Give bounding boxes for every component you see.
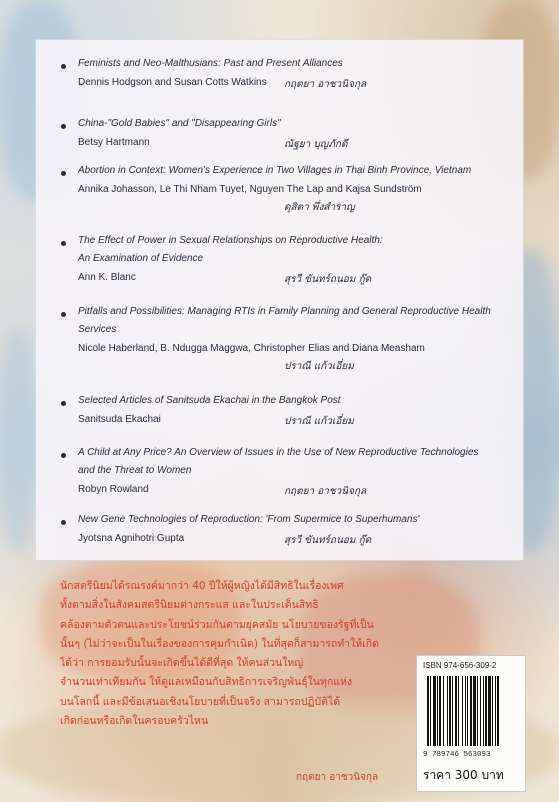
article-translator: กฤตยา อาชวนิจกุล [284,79,367,90]
article-translator: ปราณี แก้วเอี่ยม [284,416,354,427]
article-translator: กฤตยา อาชวนิจกุล [284,486,367,497]
article-authors: Dennis Hodgson and Susan Cotts Watkins [78,77,267,88]
article-authors: Betsy Hartmann [78,137,150,148]
thai-description [60,577,400,731]
bullet-icon [61,64,66,69]
description-signer: กฤตยา อาชวนิจกุล [296,772,379,783]
thai-description-line: ทั้งตามสิ่งในสังคมสตรีนิยมต่างกระแส และในประเด็นสิทธิ [60,599,319,612]
barcode-bar [458,676,459,746]
barcode-image [425,676,517,748]
thai-description-line: ได้ว่า การยอมรับนั้นจะเกิดขึ้นได้ดีที่สุด ให้คนส่วนใหญ่ [60,657,304,670]
bullet-icon [61,312,66,317]
barcode-bar [495,676,496,746]
article-authors: Jyotsna Agnihotri Gupta [78,533,185,544]
article-title [78,511,511,529]
barcode-bar [437,676,438,746]
bullet-icon [61,241,66,246]
article-title-line: China-"Gold Babies" and "Disappearing Girls" [78,118,281,129]
barcode-bar [480,676,481,746]
barcode-bar [443,676,444,746]
article-translator: สุรวี ขันทร์ถนอม กู๊ด [284,535,372,546]
isbn-barcode-box [416,655,526,792]
thai-description-line: จำนวนเท่าเทียมกัน ให้ดูแลเหมือนกับสิทธิการเจริญพันธุ์ในทุกแห่ง [60,676,353,689]
watercolor-wash [0,330,36,550]
barcode-bar [465,676,466,746]
thai-description-line: นั้นๆ (ไม่ว่าจะเป็นในเรื่องของการคุมกำเนิด) ในที่สุดก็สามารถทำให้เกิด [60,637,379,650]
bullet-icon [61,453,66,458]
barcode-number: 9 789746 563093 [423,751,491,759]
barcode-bar [447,676,448,746]
article-title [78,392,511,410]
article-title [78,303,511,339]
bullet-icon [61,520,66,525]
barcode-bar [492,676,493,746]
barcode-bar [470,676,472,746]
barcode-bar [473,676,476,746]
article-title [78,232,511,268]
barcode-bar [497,676,499,746]
barcode-bar [485,676,487,746]
article-authors: Nicole Haberland, B. Ndugga Maggwa, Christopher Elias and Diana Measham [78,343,425,354]
article-title-line: The Effect of Power in Sexual Relationships on Reproductive Health: [78,235,383,246]
thai-description-line: นักสตรีนิยมได้รณรงค์มากว่า 40 ปีให้ผู้หญิงได้มีสิทธิในเรื่องเพศ [60,580,344,592]
article-authors: Sanitsuda Ekachai [78,414,161,425]
barcode-bar [433,676,436,746]
article-title-line: Feminists and Neo-Malthusians: Past and Present Alliances [78,58,343,69]
article-translator: ณัฐยา บุญภักดี [284,139,348,150]
bullet-icon [61,124,66,129]
barcode-bar [455,676,457,746]
article-authors: Ann K. Blanc [78,272,136,283]
bullet-icon [61,401,66,406]
article-authors: Annika Johasson, Le Thi Nham Tuyet, Nguyen The Lap and Kajsa Sundström [78,184,422,195]
barcode-bar [467,676,468,746]
contents-panel [36,40,523,560]
barcode-bar [483,676,484,746]
barcode-bar [439,676,441,746]
barcode-bar [477,676,478,746]
price-label: ราคา 300 บาท [423,768,504,782]
article-title-line: Selected Articles of Sanitsuda Ekachai in the Bangkok Post [78,395,341,406]
article-title [78,444,511,480]
article-title-line: Pitfalls and Possibilities: Managing RTIs in Family Planning and General Reproductive Health [78,306,491,317]
barcode-bar [452,676,453,746]
article-title [78,115,511,133]
article-title-line: New Gene Technologies of Reproduction: 'From Supermice to Superhumans' [78,514,420,525]
article-title-line: Abortion in Context: Women's Experience in Two Villages in Thai Binh Province, Vietnam [78,165,472,176]
barcode-bar [427,676,429,746]
bullet-icon [61,171,66,176]
article-title-line: An Examination of Evidence [78,253,204,264]
thai-description-line: เกิดก่อนหรือเกิดในครอบครัวไหน [60,715,209,728]
thai-description-line: คล้องตามตัวตนและประโยชน์ร่วมกันตามยุคสมัย นโยบายของรัฐที่เป็น [60,618,374,631]
barcode-bar [430,676,431,746]
barcode-bar [462,676,463,746]
article-title-line: and the Threat to Women [78,465,192,476]
barcode-bar [488,676,491,746]
article-title-line: Services [78,324,117,335]
article-title [78,162,511,180]
article-title [78,55,511,73]
article-translator: ปราณี แก้วเอี่ยม [284,361,354,372]
barcode-bar [449,676,451,746]
thai-description-line: บนโลกนี้ และมีข้อเสนอเชิงนโยบายที่เป็นจริง สามารถปฏิบัติได้ [60,695,341,708]
article-title-line: A Child at Any Price? An Overview of Issues in the Use of New Reproductive Technologies [78,447,479,458]
isbn-label: ISBN 974-656-309-2 [423,661,497,670]
article-translator: สุรวี ขันทร์ถนอม กู๊ด [284,274,372,285]
article-translator: ดุสิตา พึ่งสำราญ [284,202,355,213]
article-authors: Robyn Rowland [78,484,149,495]
